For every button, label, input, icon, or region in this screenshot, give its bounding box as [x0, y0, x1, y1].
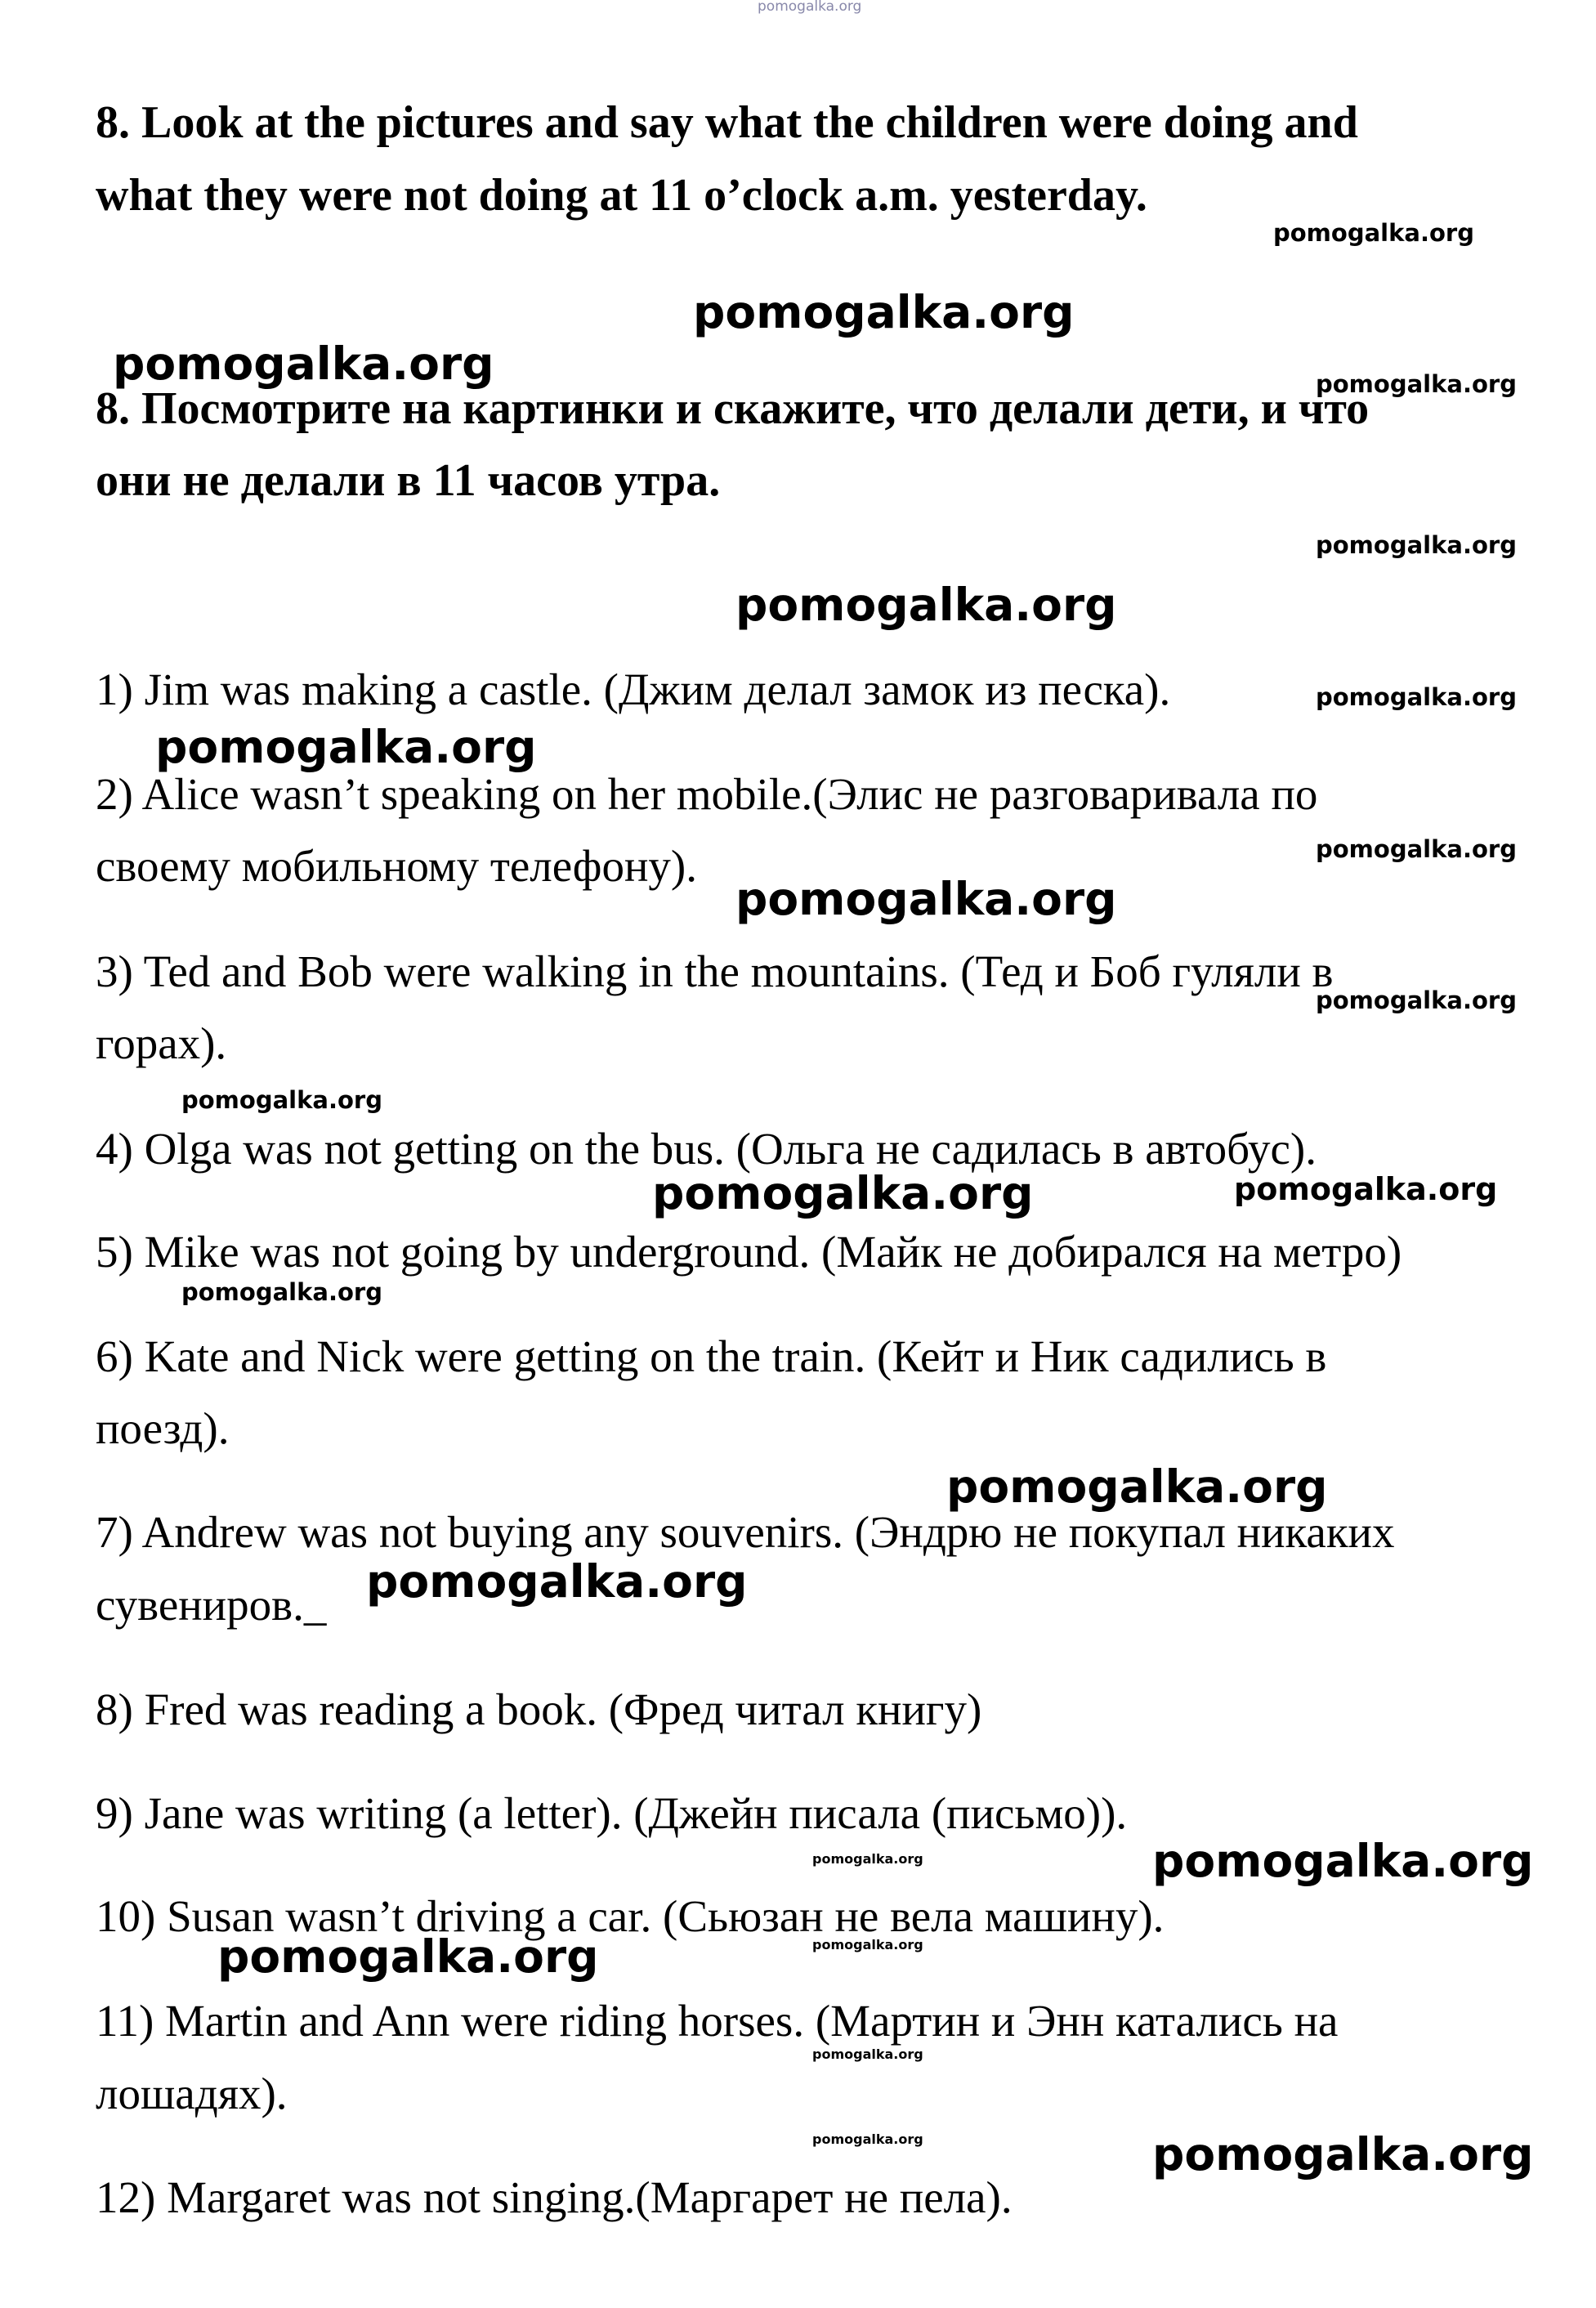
answer-11-line-2: лошадях).	[96, 2069, 288, 2118]
watermark: pomogalka.org	[1316, 835, 1517, 863]
watermark: pomogalka.org	[217, 1930, 599, 1983]
watermark: pomogalka.org	[366, 1555, 748, 1608]
answer-6-line-1: 6) Kate and Nick were getting on the train. (Кейт и Ник садились в	[96, 1331, 1327, 1381]
answer-5: 5) Mike was not going by underground. (Майк не добирался на метро)	[96, 1227, 1402, 1277]
watermark: pomogalka.org	[812, 1937, 923, 1952]
watermark: pomogalka.org	[1316, 370, 1517, 398]
watermark: pomogalka.org	[652, 1167, 1034, 1219]
answer-9: 9) Jane was writing (a letter). (Джейн писала (письмо)).	[96, 1788, 1128, 1838]
watermark: pomogalka.org	[1152, 2128, 1534, 2181]
heading-en-line-2: what they were not doing at 11 o’clock a.m. yesterday.	[96, 170, 1147, 221]
answer-2-line-1: 2) Alice wasn’t speaking on her mobile.(Элис не разговаривала по	[96, 769, 1318, 819]
watermark: pomogalka.org	[693, 286, 1075, 338]
answer-11-line-1: 11) Martin and Ann were riding horses. (Мартин и Энн катались на	[96, 1996, 1339, 2046]
answer-10: 10) Susan wasn’t driving a car. (Сьюзан не вела машину).	[96, 1891, 1165, 1941]
answer-6-line-2: поезд).	[96, 1403, 230, 1453]
answer-7-line-1: 7) Andrew was not buying any souvenirs. (Эндрю не покупал никаких	[96, 1507, 1395, 1557]
answer-2-line-2: своему мобильному телефону).	[96, 841, 697, 891]
heading-ru-line-2: они не делали в 11 часов утра.	[96, 455, 721, 506]
watermark: pomogalka.org	[946, 1460, 1328, 1513]
answer-1: 1) Jim was making a castle. (Джим делал замок из песка).	[96, 664, 1171, 714]
watermark: pomogalka.org	[181, 1086, 382, 1114]
watermark: pomogalka.org	[181, 1278, 382, 1306]
watermark: pomogalka.org	[113, 338, 494, 390]
heading-en-line-1: 8. Look at the pictures and say what the children were doing and	[96, 97, 1358, 148]
answer-8: 8) Fred was reading a book. (Фред читал книгу)	[96, 1684, 982, 1734]
answer-12: 12) Margaret was not singing.(Маргарет не пела).	[96, 2172, 1013, 2222]
answer-3-line-2: горах).	[96, 1018, 227, 1068]
watermark: pomogalka.org	[812, 1851, 923, 1867]
watermark-top: pomogalka.org	[758, 0, 862, 15]
watermark: pomogalka.org	[735, 873, 1117, 925]
watermark: pomogalka.org	[735, 579, 1117, 631]
answer-4: 4) Olga was not getting on the bus. (Ольга не садилась в автобус).	[96, 1124, 1317, 1174]
watermark: pomogalka.org	[1316, 986, 1517, 1014]
answer-3-line-1: 3) Ted and Bob were walking in the mountains. (Тед и Боб гуляли в	[96, 946, 1334, 996]
answer-7-line-2: сувениров._	[96, 1580, 327, 1630]
watermark: pomogalka.org	[1316, 683, 1517, 711]
watermark: pomogalka.org	[155, 721, 537, 773]
watermark: pomogalka.org	[1316, 531, 1517, 559]
watermark: pomogalka.org	[812, 2046, 923, 2062]
heading-ru-line-1: 8. Посмотрите на картинки и скажите, что делали дети, и что	[96, 383, 1370, 434]
watermark: pomogalka.org	[1152, 1835, 1534, 1887]
watermark: pomogalka.org	[1234, 1171, 1498, 1207]
watermark: pomogalka.org	[812, 2131, 923, 2147]
watermark: pomogalka.org	[1273, 219, 1474, 247]
